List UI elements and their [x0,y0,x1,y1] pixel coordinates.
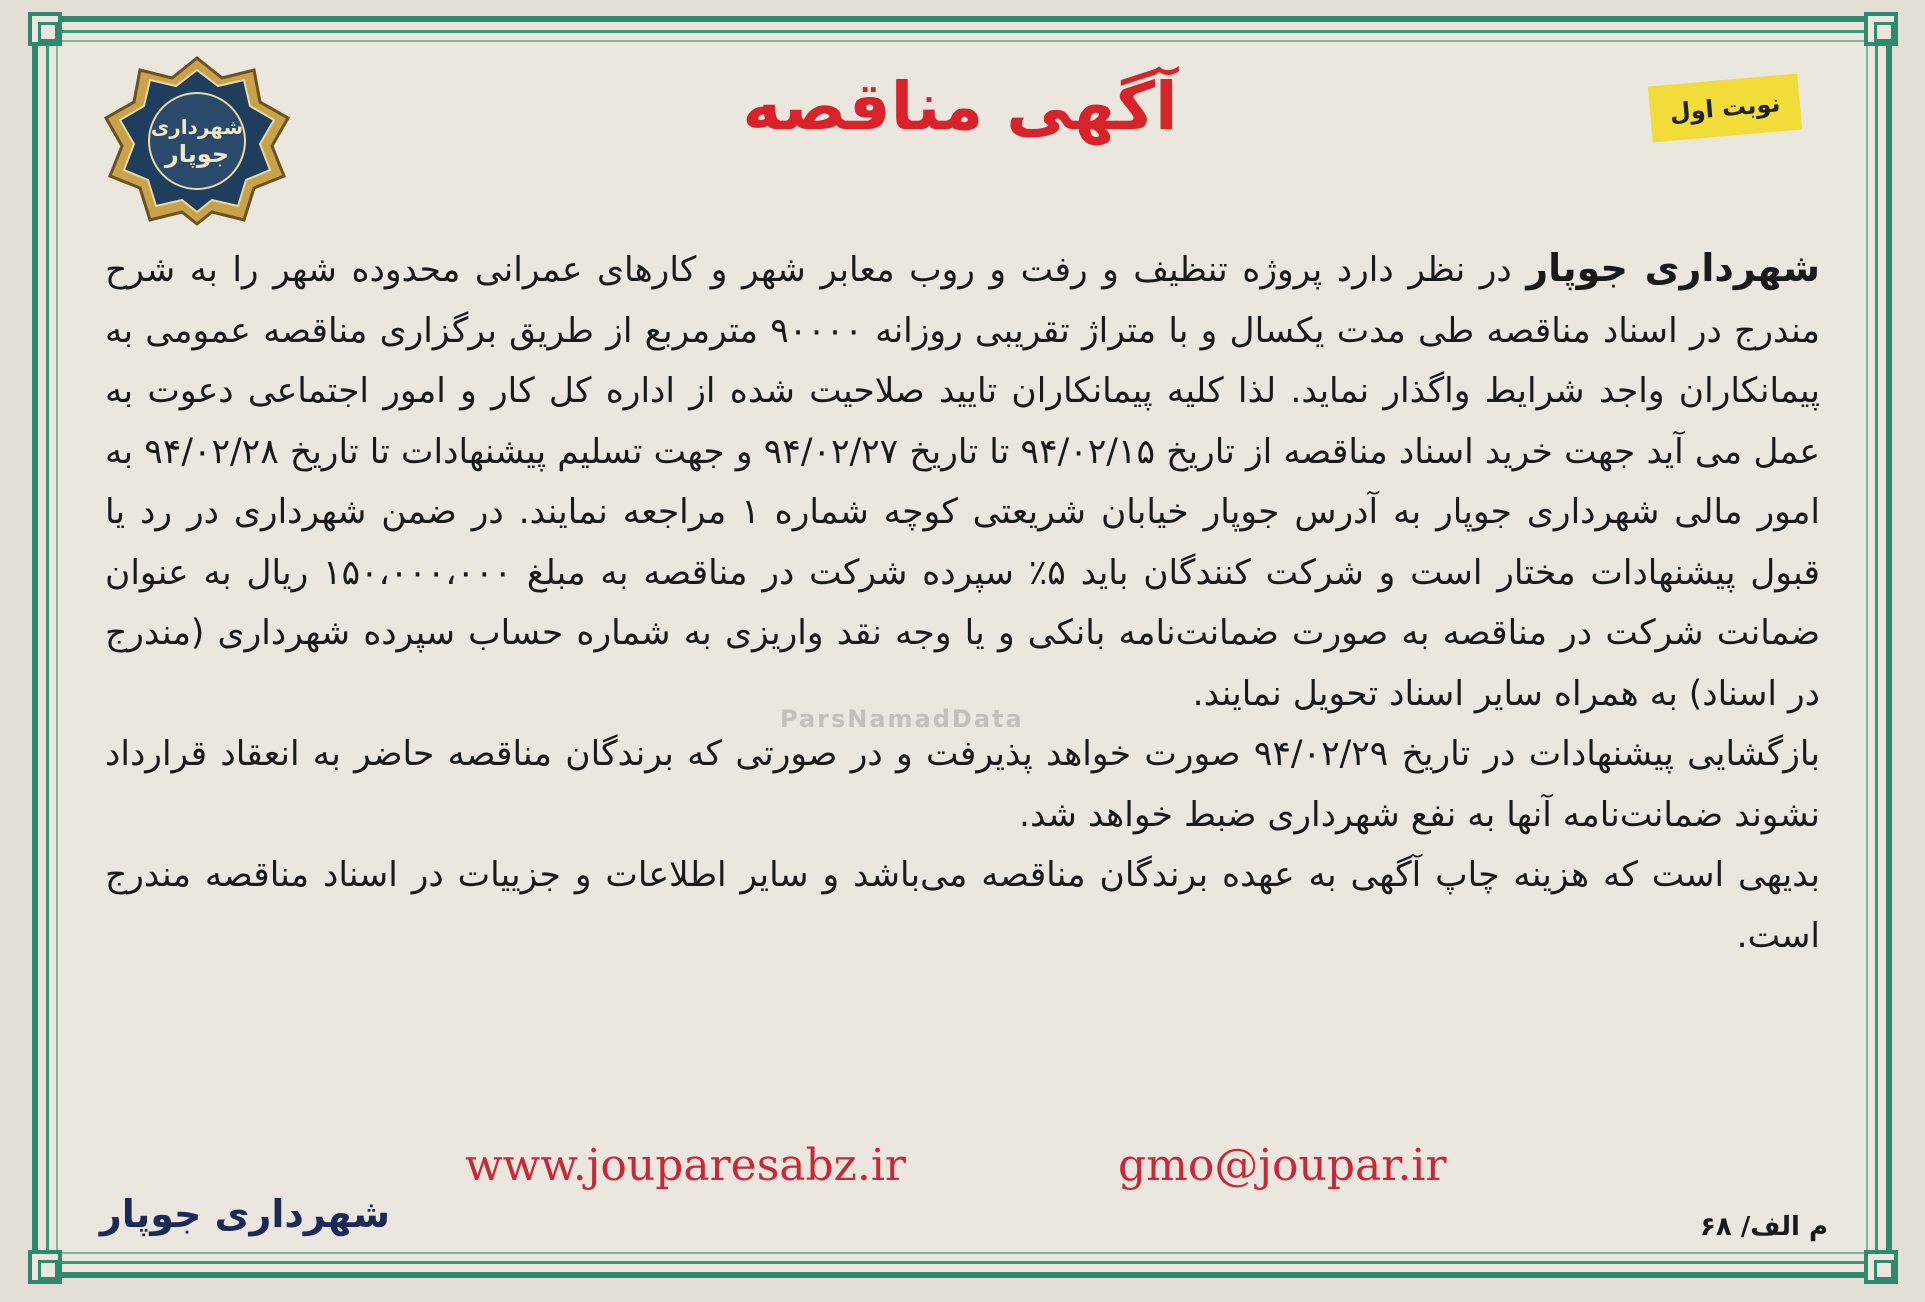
first-round-badge: نوبت اول [1648,74,1802,143]
ad-code: م الف/ ۶۸ [1699,1212,1828,1242]
corner-ornament [1864,1250,1898,1284]
paragraph-text: در نظر دارد پروژه تنظیف و رفت و روب معابر شهر و کارهای عمرانی محدوده شهر را به شرح مندرج در اسناد مناقصه طی مدت یکسال و با متراژ تقریبی روزانه ۹۰۰۰۰ مترمربع از طریق برگزاری مناقصه عمومی به پیمانکاران واجد شرایط واگذار نماید. لذا کلیه پیمانکاران تایید صلاحیت شده از اداره کل کار و امور اجتماعی دعوت به عمل می آید جهت خرید اسناد مناقصه از تاریخ ۹۴/۰۲/۱۵ تا تاریخ ۹۴/۰۲/۲۷ و جهت تسلیم پیشنهادات تا تاریخ ۹۴/۰۲/۲۸ به امور مالی شهرداری جوپار به آدرس جوپار خیابان شریعتی کوچه شماره ۱ مراجعه نمایند. در ضمن شهرداری در رد یا قبول پیشنهادات مختار است و شرکت کنندگان باید ۵٪ سپرده شرکت در مناقصه به مبلغ ۱۵۰،۰۰۰،۰۰۰ ریال به عنوان ضمانت شرکت در مناقصه به صورت ضمانت‌نامه بانکی و یا وجه نقد واریزی به شماره حساب سپرده شهرداری (مندرج در اسناد) به همراه سایر اسناد تحویل نمایند. [105,250,1821,714]
paragraph-lead: شهرداری جوپار [1526,246,1820,290]
paragraph-text: بدیهی است که هزینه چاپ آگهی به عهده برندگان مناقصه می‌باشد و سایر اطلاعات و جزییات در اسناد مناقصه مندرج است. [105,855,1820,956]
paragraph-text: بازگشایی پیشنهادات در تاریخ ۹۴/۰۲/۲۹ صورت خواهد پذیرفت و در صورتی که برندگان مناقصه حاضر به انعقاد قرارداد نشوند ضمانت‌نامه آنها به نفع شهرداری ضبط خواهد شد. [105,734,1820,835]
website-link[interactable]: www.jouparesabz.ir [465,1140,906,1191]
signature: شهرداری جوپار [99,1192,390,1236]
paragraph-1 [105,238,1820,724]
corner-ornament [28,1250,62,1284]
notice-title: آگهی مناقصه [742,68,1178,145]
svg-text:جوپار: جوپار [164,140,230,168]
corner-ornament [28,12,62,46]
email-link[interactable]: gmo@joupar.ir [1118,1140,1447,1191]
paragraph-3 [105,845,1820,966]
notice-body [105,238,1820,966]
corner-ornament [1864,12,1898,46]
municipality-logo [104,56,290,226]
watermark: ParsNamadData [780,705,1024,733]
svg-text:شهرداری: شهرداری [150,115,244,139]
paragraph-2 [105,724,1820,845]
